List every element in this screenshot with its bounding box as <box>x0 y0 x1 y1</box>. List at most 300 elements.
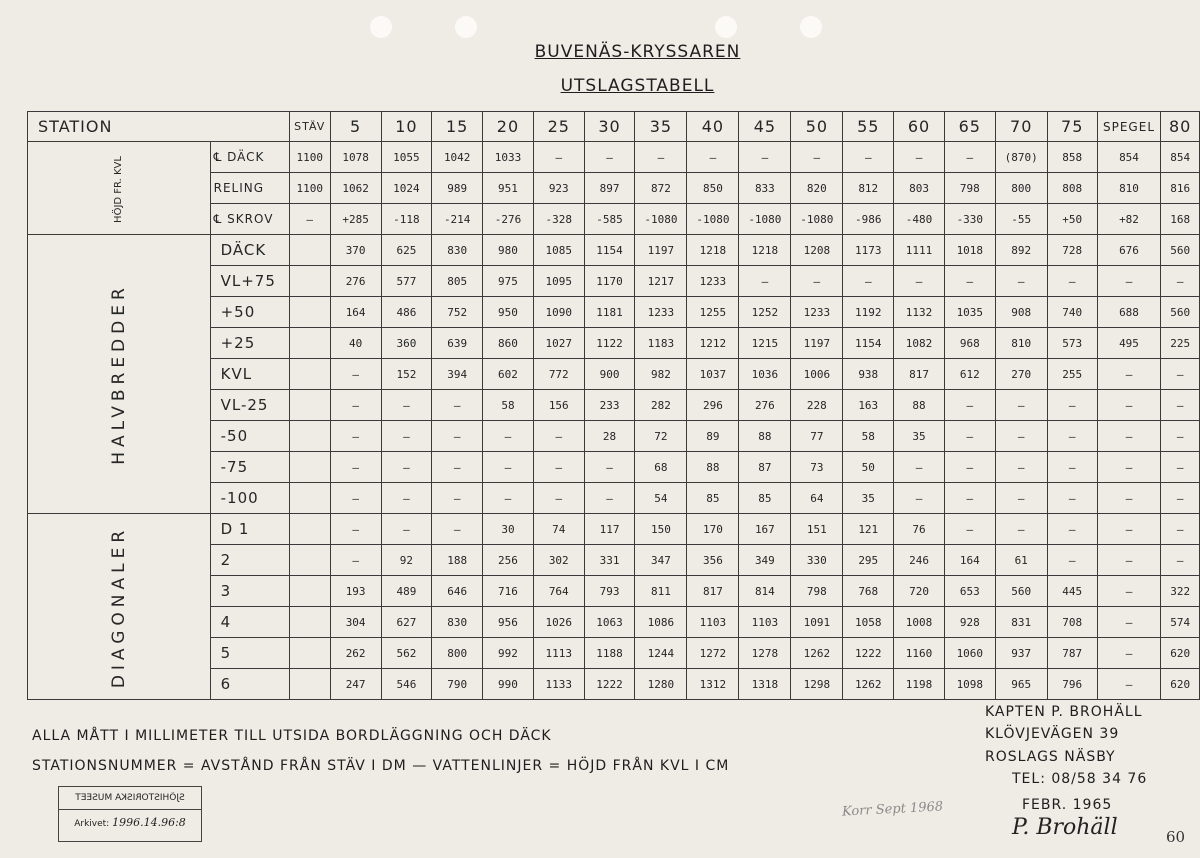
document-date: FEBR. 1965 <box>1022 797 1113 813</box>
value-cell: 35 <box>843 483 894 514</box>
value-cell: 1318 <box>739 669 791 700</box>
station-header: STATION <box>28 112 290 142</box>
value-cell: +285 <box>330 204 381 235</box>
value-cell: — <box>1097 638 1161 669</box>
value-cell: — <box>533 452 584 483</box>
stamp-museum-name: SJÖHISTORISKA MUSEET <box>59 793 201 810</box>
stav-cell <box>289 607 330 638</box>
value-cell: — <box>995 421 1047 452</box>
value-cell: 295 <box>843 545 894 576</box>
value-cell: 1198 <box>894 669 945 700</box>
value-cell: 897 <box>584 173 635 204</box>
stamp-archive-number: 1996.14.96:8 <box>112 816 186 829</box>
value-cell: 1298 <box>791 669 843 700</box>
value-cell: — <box>791 266 843 297</box>
value-cell: 546 <box>381 669 432 700</box>
value-cell: 1091 <box>791 607 843 638</box>
value-cell: 247 <box>330 669 381 700</box>
value-cell: 1188 <box>584 638 635 669</box>
stav-cell: 1100 <box>289 142 330 173</box>
station-header-cell: 50 <box>791 112 843 142</box>
value-cell: 810 <box>1097 173 1161 204</box>
value-cell: 562 <box>381 638 432 669</box>
stav-cell <box>289 638 330 669</box>
value-cell: 800 <box>995 173 1047 204</box>
value-cell: 1037 <box>687 359 739 390</box>
value-cell: 612 <box>944 359 995 390</box>
value-cell: 1255 <box>687 297 739 328</box>
value-cell: — <box>1097 607 1161 638</box>
value-cell: 923 <box>533 173 584 204</box>
value-cell: 790 <box>432 669 483 700</box>
group-label-diagonaler-text: DIAGONALER <box>108 525 129 688</box>
value-cell: 1078 <box>330 142 381 173</box>
value-cell: — <box>1097 483 1161 514</box>
value-cell: -1080 <box>687 204 739 235</box>
value-cell: — <box>739 142 791 173</box>
value-cell: 653 <box>944 576 995 607</box>
value-cell: — <box>1161 421 1200 452</box>
value-cell: — <box>1047 452 1097 483</box>
value-cell: 282 <box>635 390 687 421</box>
value-cell: — <box>381 452 432 483</box>
value-cell: 1113 <box>533 638 584 669</box>
row-label: VL-25 <box>210 390 289 421</box>
value-cell: 708 <box>1047 607 1097 638</box>
value-cell: — <box>1097 669 1161 700</box>
stav-cell <box>289 328 330 359</box>
value-cell: 349 <box>739 545 791 576</box>
value-cell: 833 <box>739 173 791 204</box>
value-cell: 850 <box>687 173 739 204</box>
row-label: VL+75 <box>210 266 289 297</box>
value-cell: 860 <box>483 328 534 359</box>
value-cell: 1170 <box>584 266 635 297</box>
value-cell: — <box>995 514 1047 545</box>
punch-hole <box>800 16 822 38</box>
value-cell: 854 <box>1097 142 1161 173</box>
group-label-diagonaler <box>28 514 211 700</box>
address-city: ROSLAGS NÄSBY <box>985 749 1116 765</box>
value-cell: 1024 <box>381 173 432 204</box>
value-cell: 956 <box>483 607 534 638</box>
group-label-height <box>28 142 211 235</box>
value-cell: — <box>1097 421 1161 452</box>
value-cell: -480 <box>894 204 945 235</box>
value-cell: 356 <box>687 545 739 576</box>
value-cell: 938 <box>843 359 894 390</box>
value-cell: 1252 <box>739 297 791 328</box>
value-cell: — <box>330 421 381 452</box>
value-cell: — <box>1097 545 1161 576</box>
value-cell: — <box>1047 266 1097 297</box>
value-cell: 1233 <box>791 297 843 328</box>
value-cell: 990 <box>483 669 534 700</box>
value-cell: 1042 <box>432 142 483 173</box>
value-cell: 73 <box>791 452 843 483</box>
value-cell: 1217 <box>635 266 687 297</box>
value-cell: -986 <box>843 204 894 235</box>
value-cell: 1278 <box>739 638 791 669</box>
value-cell: 360 <box>381 328 432 359</box>
value-cell: — <box>894 483 945 514</box>
value-cell: -276 <box>483 204 534 235</box>
correction-note: Korr Sept 1968 <box>841 799 944 820</box>
value-cell: 1103 <box>687 607 739 638</box>
row-label: KVL <box>210 359 289 390</box>
value-cell: 980 <box>483 235 534 266</box>
value-cell: — <box>635 142 687 173</box>
row-label: 6 <box>210 669 289 700</box>
value-cell: — <box>330 514 381 545</box>
value-cell: 489 <box>381 576 432 607</box>
value-cell: 937 <box>995 638 1047 669</box>
value-cell: 322 <box>1161 576 1200 607</box>
value-cell: 577 <box>381 266 432 297</box>
value-cell: -1080 <box>635 204 687 235</box>
value-cell: — <box>584 483 635 514</box>
row-label: D 1 <box>210 514 289 545</box>
value-cell: 574 <box>1161 607 1200 638</box>
value-cell: 163 <box>843 390 894 421</box>
value-cell: 1018 <box>944 235 995 266</box>
value-cell: 817 <box>894 359 945 390</box>
punch-hole <box>455 16 477 38</box>
value-cell: 808 <box>1047 173 1097 204</box>
value-cell: 1222 <box>584 669 635 700</box>
station-header-cell: 45 <box>739 112 791 142</box>
value-cell: 831 <box>995 607 1047 638</box>
value-cell: 858 <box>1047 142 1097 173</box>
value-cell: 1062 <box>330 173 381 204</box>
value-cell: 820 <box>791 173 843 204</box>
station-header-cell: 20 <box>483 112 534 142</box>
document-subtitle: UTSLAGSTABELL <box>560 76 715 96</box>
value-cell: 121 <box>843 514 894 545</box>
value-cell: 892 <box>995 235 1047 266</box>
row-label: -100 <box>210 483 289 514</box>
value-cell: 164 <box>944 545 995 576</box>
value-cell: 928 <box>944 607 995 638</box>
value-cell: 810 <box>995 328 1047 359</box>
value-cell: 77 <box>791 421 843 452</box>
value-cell: 1280 <box>635 669 687 700</box>
value-cell: 805 <box>432 266 483 297</box>
value-cell: 1208 <box>791 235 843 266</box>
stav-cell <box>289 421 330 452</box>
value-cell: 1026 <box>533 607 584 638</box>
note-line-2: STATIONSNUMMER = AVSTÅND FRÅN STÄV I DM — VATTENLINJER = HÖJD FRÅN KVL I CM <box>32 758 730 774</box>
value-cell: 688 <box>1097 297 1161 328</box>
group-label-halvbredder-text: HALVBREDDER <box>108 283 129 465</box>
value-cell: — <box>1161 514 1200 545</box>
value-cell: 225 <box>1161 328 1200 359</box>
value-cell: — <box>381 421 432 452</box>
stamp-archive-label: Arkivet: <box>74 819 110 829</box>
value-cell: — <box>1161 390 1200 421</box>
value-cell: 255 <box>1047 359 1097 390</box>
station-header-cell: SPEGEL <box>1097 112 1161 142</box>
value-cell: 1085 <box>533 235 584 266</box>
value-cell: — <box>330 483 381 514</box>
value-cell: +82 <box>1097 204 1161 235</box>
signature: P. Brohäll <box>1012 815 1118 840</box>
value-cell: 88 <box>894 390 945 421</box>
value-cell: 639 <box>432 328 483 359</box>
value-cell: 1233 <box>635 297 687 328</box>
value-cell: 1086 <box>635 607 687 638</box>
value-cell: — <box>483 483 534 514</box>
value-cell: 811 <box>635 576 687 607</box>
station-header-cell: 35 <box>635 112 687 142</box>
value-cell: -214 <box>432 204 483 235</box>
value-cell: — <box>995 390 1047 421</box>
value-cell: 1122 <box>584 328 635 359</box>
row-label: ℄ DÄCK <box>210 142 289 173</box>
value-cell: 1055 <box>381 142 432 173</box>
value-cell: 88 <box>687 452 739 483</box>
value-cell: 304 <box>330 607 381 638</box>
value-cell: 803 <box>894 173 945 204</box>
value-cell: 151 <box>791 514 843 545</box>
value-cell: — <box>944 483 995 514</box>
value-cell: 1036 <box>739 359 791 390</box>
value-cell: 1222 <box>843 638 894 669</box>
value-cell: 646 <box>432 576 483 607</box>
stav-cell <box>289 297 330 328</box>
value-cell: — <box>330 452 381 483</box>
value-cell: 445 <box>1047 576 1097 607</box>
value-cell: 228 <box>791 390 843 421</box>
value-cell: — <box>1161 483 1200 514</box>
value-cell: — <box>533 421 584 452</box>
value-cell: — <box>1097 452 1161 483</box>
value-cell: 50 <box>843 452 894 483</box>
value-cell: 188 <box>432 545 483 576</box>
value-cell: — <box>944 390 995 421</box>
value-cell: 88 <box>739 421 791 452</box>
value-cell: -1080 <box>791 204 843 235</box>
value-cell: 1090 <box>533 297 584 328</box>
value-cell: — <box>330 545 381 576</box>
value-cell: 64 <box>791 483 843 514</box>
value-cell: 156 <box>533 390 584 421</box>
value-cell: 1183 <box>635 328 687 359</box>
value-cell: 764 <box>533 576 584 607</box>
value-cell: -585 <box>584 204 635 235</box>
value-cell: 256 <box>483 545 534 576</box>
group-label-halvbredder <box>28 235 211 514</box>
value-cell: 30 <box>483 514 534 545</box>
value-cell: 800 <box>432 638 483 669</box>
address-phone: TEL: 08/58 34 76 <box>1012 771 1148 787</box>
value-cell: — <box>944 514 995 545</box>
value-cell: 1103 <box>739 607 791 638</box>
value-cell: 812 <box>843 173 894 204</box>
value-cell: 1212 <box>687 328 739 359</box>
value-cell: 28 <box>584 421 635 452</box>
value-cell: 1033 <box>483 142 534 173</box>
value-cell: 620 <box>1161 669 1200 700</box>
value-cell: — <box>1097 514 1161 545</box>
row-label: DÄCK <box>210 235 289 266</box>
value-cell: — <box>432 483 483 514</box>
value-cell: 560 <box>995 576 1047 607</box>
value-cell: 1082 <box>894 328 945 359</box>
stav-cell <box>289 483 330 514</box>
value-cell: 1181 <box>584 297 635 328</box>
value-cell: 602 <box>483 359 534 390</box>
value-cell: 1035 <box>944 297 995 328</box>
value-cell: — <box>381 483 432 514</box>
value-cell: 193 <box>330 576 381 607</box>
station-header-cell: 30 <box>584 112 635 142</box>
value-cell: — <box>432 421 483 452</box>
stav-cell: — <box>289 204 330 235</box>
value-cell: — <box>432 390 483 421</box>
table-header-row <box>28 112 1200 142</box>
value-cell: 982 <box>635 359 687 390</box>
row-label: 5 <box>210 638 289 669</box>
value-cell: 1154 <box>584 235 635 266</box>
value-cell: 54 <box>635 483 687 514</box>
offset-table <box>27 111 1200 700</box>
value-cell: — <box>533 483 584 514</box>
value-cell: 1133 <box>533 669 584 700</box>
stav-cell: 1100 <box>289 173 330 204</box>
value-cell: 793 <box>584 576 635 607</box>
stav-cell <box>289 514 330 545</box>
value-cell: 772 <box>533 359 584 390</box>
value-cell: — <box>843 142 894 173</box>
stamp-archive <box>59 816 201 829</box>
value-cell: -328 <box>533 204 584 235</box>
value-cell: (870) <box>995 142 1047 173</box>
row-label: 3 <box>210 576 289 607</box>
value-cell: — <box>894 266 945 297</box>
stav-cell <box>289 545 330 576</box>
value-cell: 989 <box>432 173 483 204</box>
stav-cell <box>289 452 330 483</box>
value-cell: 740 <box>1047 297 1097 328</box>
value-cell: — <box>1047 545 1097 576</box>
row-label: 2 <box>210 545 289 576</box>
value-cell: 1008 <box>894 607 945 638</box>
value-cell: — <box>584 452 635 483</box>
value-cell: 817 <box>687 576 739 607</box>
value-cell: — <box>995 266 1047 297</box>
value-cell: 276 <box>739 390 791 421</box>
value-cell: — <box>483 421 534 452</box>
value-cell: — <box>687 142 739 173</box>
row-label: +25 <box>210 328 289 359</box>
value-cell: 1098 <box>944 669 995 700</box>
value-cell: 347 <box>635 545 687 576</box>
station-header-cell: 60 <box>894 112 945 142</box>
value-cell: — <box>944 266 995 297</box>
value-cell: 117 <box>584 514 635 545</box>
stav-cell <box>289 390 330 421</box>
value-cell: — <box>1161 545 1200 576</box>
station-header-cell: 25 <box>533 112 584 142</box>
value-cell: — <box>944 142 995 173</box>
value-cell: 560 <box>1161 235 1200 266</box>
value-cell: 1233 <box>687 266 739 297</box>
value-cell: 68 <box>635 452 687 483</box>
address-street: KLÖVJEVÄGEN 39 <box>985 726 1120 742</box>
stav-cell <box>289 576 330 607</box>
station-header-cell: 80 <box>1161 112 1200 142</box>
value-cell: — <box>1047 483 1097 514</box>
value-cell: 830 <box>432 235 483 266</box>
station-header-cell: 40 <box>687 112 739 142</box>
value-cell: 968 <box>944 328 995 359</box>
value-cell: 975 <box>483 266 534 297</box>
address-name: KAPTEN P. BROHÄLL <box>985 704 1143 720</box>
value-cell: 1058 <box>843 607 894 638</box>
value-cell: 1160 <box>894 638 945 669</box>
value-cell: 1006 <box>791 359 843 390</box>
value-cell: 830 <box>432 607 483 638</box>
value-cell: — <box>1161 452 1200 483</box>
station-header-cell: 65 <box>944 112 995 142</box>
value-cell: 992 <box>483 638 534 669</box>
value-cell: 167 <box>739 514 791 545</box>
value-cell: 233 <box>584 390 635 421</box>
value-cell: 560 <box>1161 297 1200 328</box>
stav-cell <box>289 266 330 297</box>
museum-stamp <box>58 786 202 842</box>
value-cell: — <box>584 142 635 173</box>
value-cell: — <box>381 390 432 421</box>
value-cell: 168 <box>1161 204 1200 235</box>
value-cell: — <box>1097 359 1161 390</box>
table-row <box>28 142 1200 173</box>
value-cell: — <box>533 142 584 173</box>
value-cell: 796 <box>1047 669 1097 700</box>
value-cell: 92 <box>381 545 432 576</box>
value-cell: — <box>1097 576 1161 607</box>
value-cell: — <box>1097 390 1161 421</box>
value-cell: — <box>432 514 483 545</box>
value-cell: 768 <box>843 576 894 607</box>
value-cell: 1063 <box>584 607 635 638</box>
value-cell: 1218 <box>687 235 739 266</box>
row-label: RELING <box>210 173 289 204</box>
value-cell: 816 <box>1161 173 1200 204</box>
value-cell: 331 <box>584 545 635 576</box>
value-cell: — <box>995 483 1047 514</box>
value-cell: 872 <box>635 173 687 204</box>
value-cell: 965 <box>995 669 1047 700</box>
value-cell: 1027 <box>533 328 584 359</box>
row-label: 4 <box>210 607 289 638</box>
value-cell: 1154 <box>843 328 894 359</box>
value-cell: 1095 <box>533 266 584 297</box>
value-cell: 276 <box>330 266 381 297</box>
value-cell: 627 <box>381 607 432 638</box>
value-cell: — <box>1161 359 1200 390</box>
value-cell: — <box>1047 390 1097 421</box>
value-cell: 1060 <box>944 638 995 669</box>
row-label: -75 <box>210 452 289 483</box>
value-cell: — <box>944 452 995 483</box>
value-cell: 262 <box>330 638 381 669</box>
value-cell: 620 <box>1161 638 1200 669</box>
value-cell: +50 <box>1047 204 1097 235</box>
stav-cell <box>289 669 330 700</box>
value-cell: 330 <box>791 545 843 576</box>
